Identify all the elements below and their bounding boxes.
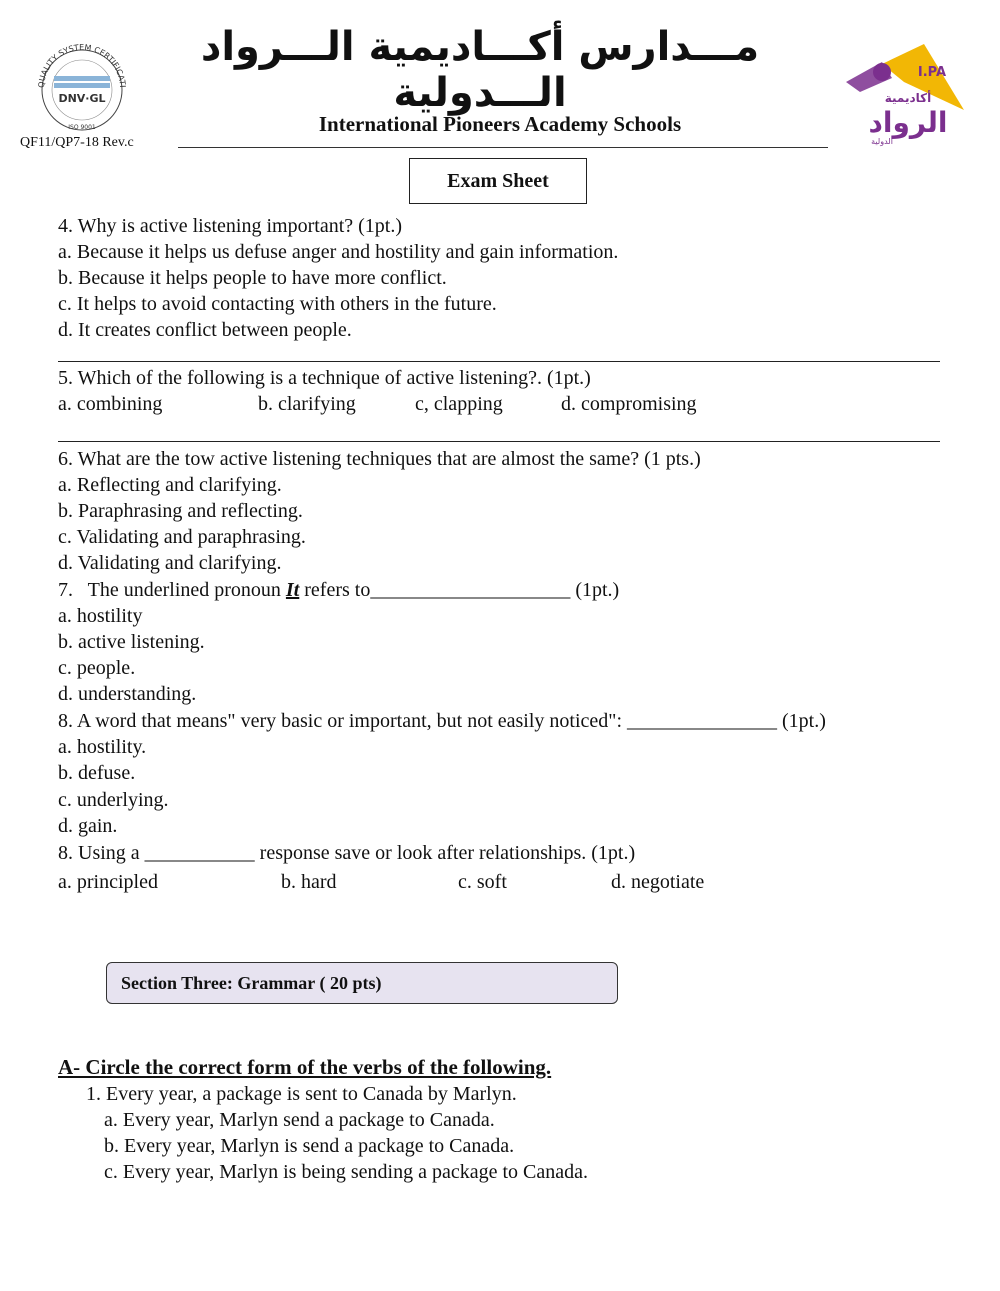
school-logo xyxy=(842,42,966,148)
grammar-item1-option-c[interactable]: c. Every year, Marlyn is being sending a package to Canada. xyxy=(104,1161,589,1183)
q8b-option-a[interactable]: a. principled xyxy=(58,871,158,893)
grammar-item1-stem: 1. Every year, a package is sent to Canada by Marlyn. xyxy=(86,1083,517,1105)
q6-option-b[interactable]: b. Paraphrasing and reflecting. xyxy=(58,500,303,522)
q7-option-b[interactable]: b. active listening. xyxy=(58,631,205,653)
logo-arabic-sub: الدولية xyxy=(871,137,893,146)
q8a-option-b[interactable]: b. defuse. xyxy=(58,762,136,784)
q7-option-a[interactable]: a. hostility xyxy=(58,605,143,627)
q5-option-d[interactable]: d. compromising xyxy=(561,393,697,415)
pioneer-figure-icon xyxy=(873,63,891,81)
q5-option-c[interactable]: c, clapping xyxy=(415,393,503,415)
cert-brand-text: DNV·GL xyxy=(58,92,106,105)
cert-ring-text: QUALITY SYSTEM CERTIFICATI xyxy=(36,42,128,89)
q8a-option-c[interactable]: c. underlying. xyxy=(58,789,169,811)
q8a-stem: 8. A word that means" very basic or important, but not easily noticed": _______________ (1pt.) xyxy=(58,710,826,732)
q5-option-b[interactable]: b. clarifying xyxy=(258,393,356,415)
q7-stem-after: refers to____________________ (1pt.) xyxy=(299,579,620,601)
school-arabic-title: مـــدارس أكـــاديمية الـــرواد الـــدولية xyxy=(200,24,760,116)
q4-stem: 4. Why is active listening important? (1pt.) xyxy=(58,215,403,237)
q4-option-a[interactable]: a. Because it helps us defuse anger and hostility and gain information. xyxy=(58,241,619,263)
divider-q5-q6 xyxy=(58,441,940,442)
section-three-title: Section Three: Grammar ( 20 pts) xyxy=(106,962,618,1004)
q6-option-d[interactable]: d. Validating and clarifying. xyxy=(58,552,282,574)
q8b-stem: 8. Using a ___________ response save or look after relationships. (1pt.) xyxy=(58,842,636,864)
q8b-option-b[interactable]: b. hard xyxy=(281,871,337,893)
grammar-item1-option-a[interactable]: a. Every year, Marlyn send a package to Canada. xyxy=(104,1109,495,1131)
q4-option-c[interactable]: c. It helps to avoid contacting with others in the future. xyxy=(58,293,497,315)
q6-stem: 6. What are the tow active listening techniques that are almost the same? (1 pts.) xyxy=(58,448,701,470)
school-english-title: International Pioneers Academy Schools xyxy=(318,112,682,136)
q5-option-a[interactable]: a. combining xyxy=(58,393,163,415)
q8b-option-c[interactable]: c. soft xyxy=(458,871,507,893)
header-divider xyxy=(178,147,828,148)
q6-option-a[interactable]: a. Reflecting and clarifying. xyxy=(58,474,282,496)
q8a-option-a[interactable]: a. hostility. xyxy=(58,736,147,758)
q7-stem xyxy=(58,577,619,603)
dnv-certification-logo xyxy=(32,38,132,134)
q7-option-c[interactable]: c. people. xyxy=(58,657,136,679)
q4-option-b[interactable]: b. Because it helps people to have more conflict. xyxy=(58,267,447,289)
exam-sheet-label: Exam Sheet xyxy=(409,158,587,204)
q7-option-d[interactable]: d. understanding. xyxy=(58,683,197,705)
q6-option-c[interactable]: c. Validating and paraphrasing. xyxy=(58,526,306,548)
logo-abbr-text: I.PA xyxy=(917,65,947,80)
divider-q4-q5 xyxy=(58,361,940,362)
logo-arabic-big: الرواد xyxy=(868,106,948,139)
q5-stem: 5. Which of the following is a technique of active listening?. (1pt.) xyxy=(58,367,591,389)
q8b-option-d[interactable]: d. negotiate xyxy=(611,871,705,893)
grammar-item1-option-b[interactable]: b. Every year, Marlyn is send a package to Canada. xyxy=(104,1135,515,1157)
q4-option-d[interactable]: d. It creates conflict between people. xyxy=(58,319,352,341)
part-a-heading: A- Circle the correct form of the verbs of the following. xyxy=(58,1055,552,1079)
logo-arabic-small: أكاديمية xyxy=(884,91,932,105)
q7-stem-before: 7. The underlined pronoun xyxy=(58,579,286,601)
document-code: QF11/QP7-18 Rev.c xyxy=(20,135,134,150)
cert-standard-text: ISO 9001 xyxy=(68,124,96,131)
q8a-option-d[interactable]: d. gain. xyxy=(58,815,118,837)
q7-underlined-pronoun: It xyxy=(285,579,300,601)
